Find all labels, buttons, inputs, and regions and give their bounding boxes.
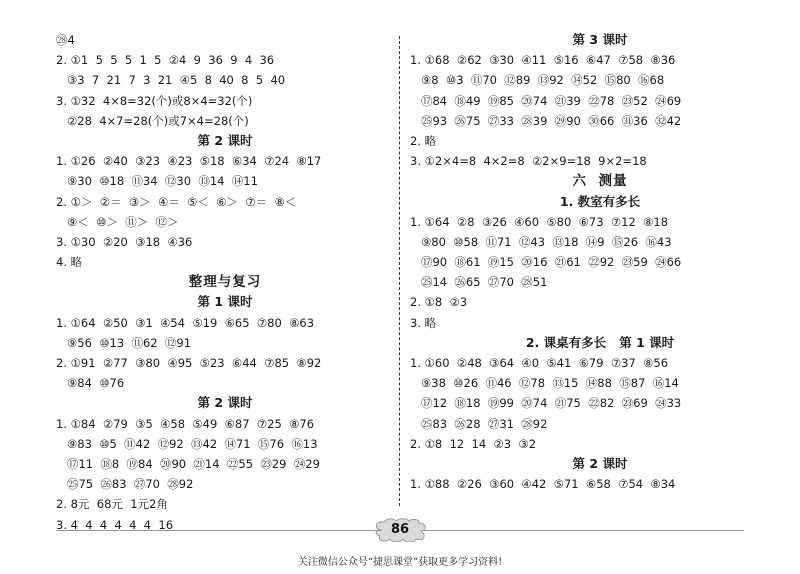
left-answer-line: 1. ①64 ②50 ③1 ④54 ⑤19 ⑥65 ⑦80 ⑧63	[56, 315, 315, 330]
right-lesson-title: 1. 教室有多长	[559, 193, 641, 209]
left-answer-line: ⑨84 ⑩76	[56, 376, 125, 391]
left-answer-line: 2. ①＞ ②＝ ③＞ ④＝ ⑤＜ ⑥＞ ⑦＝ ⑧＜	[56, 194, 297, 209]
right-answer-line: ⑰84 ⑱49 ⑲85 ⑳74 ㉑39 ㉒78 ㉓52 ㉔69	[410, 93, 682, 108]
right-answer-line: 1. ①60 ②48 ③64 ④0 ⑤41 ⑥79 ⑦37 ⑧56	[410, 356, 669, 370]
left-answer-line: 2. ①1 5 5 5 1 5 ②4 9 36 9 4 36	[56, 53, 275, 68]
left-lesson-title: 第 2 课时	[197, 132, 253, 148]
left-answer-line: 3. ①30 ②20 ③18 ④36	[56, 234, 193, 249]
left-lesson-title: 第 1 课时	[197, 294, 253, 310]
right-lesson-title: 2. 课桌有多长 第 1 课时	[525, 334, 675, 350]
page-number: 86	[390, 522, 410, 537]
left-answer-line: ②28 4×7=28(个)或7×4=28(个)	[56, 113, 249, 128]
left-answer-line: 3. 4 4 4 4 4 4 16	[56, 517, 174, 532]
left-answer-line: ㉕75 ㉖83 ㉗70 ㉘92	[56, 477, 194, 492]
left-answer-line: 1. ①84 ②79 ③5 ④58 ⑤49 ⑥87 ⑦25 ⑧76	[56, 416, 315, 431]
right-answer-line: ⑰90 ⑱61 ⑲15 ⑳16 ㉑61 ㉒92 ㉓59 ㉔66	[410, 255, 682, 270]
left-answer-line: 1. ①26 ②40 ③23 ④23 ⑤18 ⑥34 ⑦24 ⑧17	[56, 154, 322, 169]
right-answer-column	[410, 30, 790, 494]
right-answer-line: 3. 略	[410, 315, 437, 330]
left-answer-line: 3. ①32 4×8=32(个)或8×4=32(个)	[56, 93, 253, 108]
right-lesson-title: 第 2 课时	[572, 455, 628, 471]
right-answer-line: ⑨38 ⑩26 ⑪46 ⑫78 ⑬15 ⑭88 ⑮87 ⑯14	[410, 376, 679, 391]
right-answer-line: 1. ①64 ②8 ③26 ④60 ⑤80 ⑥73 ⑦12 ⑧18	[410, 214, 669, 229]
footer-note: 关注微信公众号“捷思课堂”获取更多学习资料!	[297, 557, 503, 568]
right-answer-line: ㉕93 ㉖75 ㉗33 ㉘39 ㉙90 ㉚66 ㉛36 ㉜42	[410, 113, 682, 128]
right-answer-line: ⑨8 ⑩3 ⑪70 ⑫89 ⑬92 ⑭52 ⑮80 ⑯68	[410, 73, 665, 88]
left-answer-column	[56, 30, 394, 535]
right-answer-line: 2. ①8 12 14 ②3 ③2	[410, 436, 537, 451]
column-divider	[399, 36, 400, 506]
right-answer-line: 2. 略	[410, 133, 437, 148]
left-answer-line: ⑨83 ⑩5 ⑪42 ⑫92 ⑬42 ⑭71 ⑮76 ⑯13	[56, 436, 318, 451]
right-answer-line: ⑰12 ⑱18 ⑲99 ⑳74 ㉑75 ㉒82 ㉓69 ㉔33	[410, 396, 682, 411]
right-answer-line: ㉕83 ㉖28 ㉗31 ㉘92	[410, 416, 548, 431]
left-answer-line: ㉘4	[56, 33, 75, 47]
left-answer-line: ③3 7 21 7 3 21 ④5 8 40 8 5 40	[56, 73, 286, 88]
right-answer-line: 3. ①2×4=8 4×2=8 ②2×9=18 9×2=18	[410, 154, 647, 169]
left-lesson-title: 第 2 课时	[197, 395, 253, 411]
right-answer-line: 1. ①68 ②62 ③30 ④11 ⑤16 ⑥47 ⑦58 ⑧36	[410, 53, 676, 68]
right-lesson-title: 第 3 课时	[572, 32, 628, 47]
left-answer-line: ⑨30 ⑩18 ⑪34 ⑫30 ⑬14 ⑭11	[56, 174, 258, 189]
left-answer-line: ⑨＜ ⑩＞ ⑪＞ ⑫＞	[56, 214, 179, 229]
right-answer-line: 2. ①8 ②3	[410, 295, 468, 310]
left-answer-line: 2. ①91 ②77 ③80 ④95 ⑤23 ⑥44 ⑦85 ⑧92	[56, 356, 322, 370]
left-answer-line: ⑰11 ⑱8 ⑲84 ⑳90 ㉑14 ㉒55 ㉓29 ㉔29	[56, 456, 320, 471]
left-answer-line: 4. 略	[56, 255, 83, 270]
left-answer-line: ⑨56 ⑩13 ⑪62 ⑫91	[56, 335, 192, 350]
page-number-badge	[372, 518, 428, 542]
left-section-heading: 整理与复习	[188, 274, 262, 291]
right-answer-line: 1. ①88 ②26 ③60 ④42 ⑤71 ⑥58 ⑦54 ⑧34	[410, 477, 676, 492]
right-answer-line: ㉕14 ㉖65 ㉗70 ㉘51	[410, 275, 548, 290]
left-answer-line: 2. 8元 68元 1元2角	[56, 497, 168, 512]
right-section-heading: 六 测量	[572, 173, 628, 190]
right-answer-line: ⑨80 ⑩58 ⑪71 ⑫43 ⑬18 ⑭9 ⑮26 ⑯43	[410, 234, 672, 249]
